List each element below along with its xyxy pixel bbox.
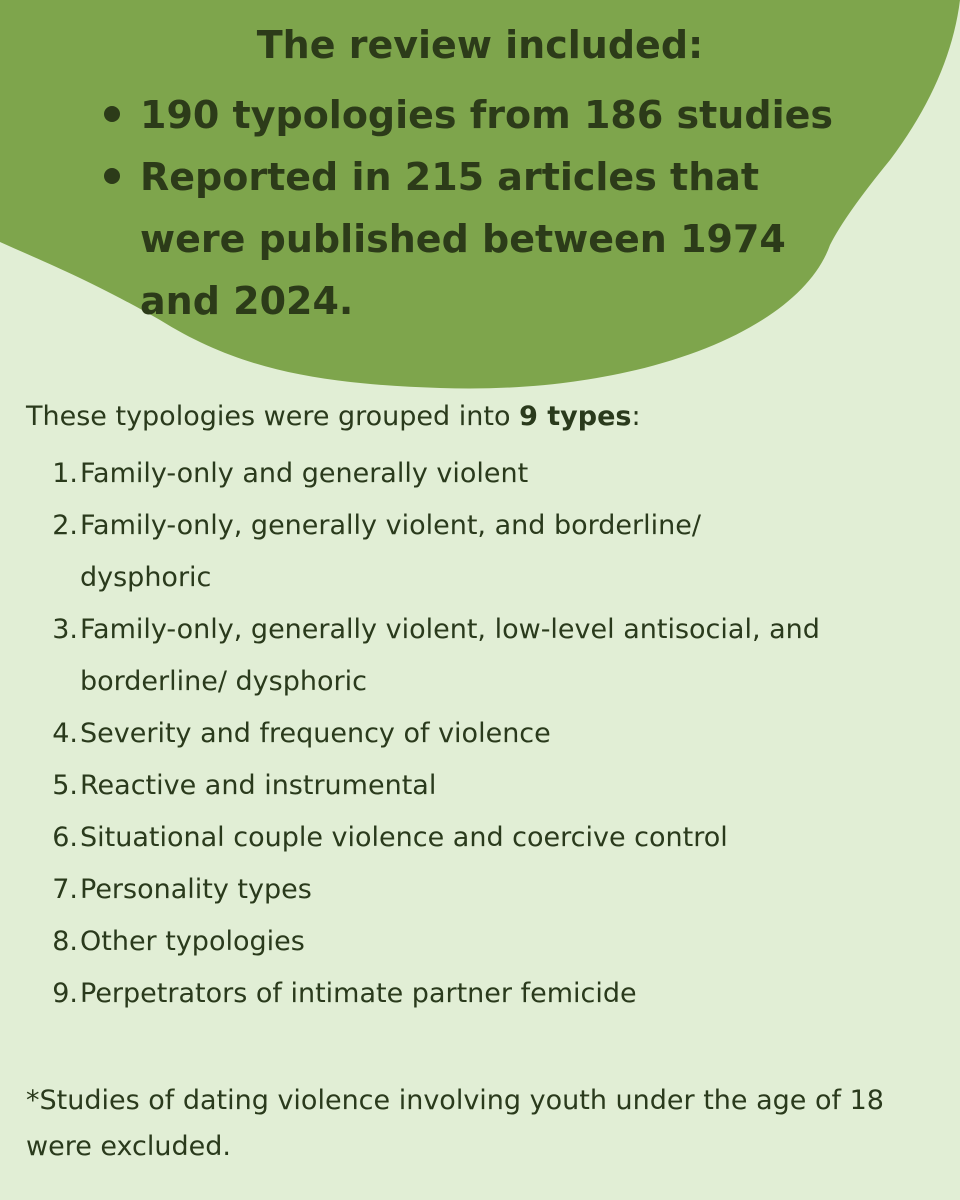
type-number: 1. <box>52 458 78 489</box>
intro-suffix: : <box>631 401 641 432</box>
type-number: 4. <box>52 718 78 749</box>
type-label: Reactive and instrumental <box>80 770 437 801</box>
intro-bold-count: 9 types <box>519 401 632 432</box>
type-number: 9. <box>52 978 78 1009</box>
type-item <box>0 916 960 968</box>
type-item <box>0 968 960 1020</box>
type-label: Family-only, generally violent, and borderline/ dysphoric <box>80 510 701 593</box>
type-number: 2. <box>52 510 78 541</box>
highlight-text: 190 typologies from 186 studies <box>140 93 833 137</box>
type-label: Personality types <box>80 874 312 905</box>
types-intro <box>26 396 641 438</box>
type-number: 8. <box>52 926 78 957</box>
type-number: 7. <box>52 874 78 905</box>
type-item <box>0 708 960 760</box>
type-number: 5. <box>52 770 78 801</box>
bullet-dot-icon <box>104 168 120 184</box>
type-label: Situational couple violence and coercive control <box>80 822 728 853</box>
bullet-dot-icon <box>104 106 120 122</box>
type-label: Other typologies <box>80 926 305 957</box>
type-label: Family-only and generally violent <box>80 458 529 489</box>
types-list <box>0 448 960 1020</box>
highlights-list <box>100 84 900 332</box>
type-item <box>0 448 960 500</box>
highlight-text: Reported in 215 articles that were published between 1974 and 2024. <box>140 155 786 323</box>
type-number: 3. <box>52 614 78 645</box>
type-item <box>0 500 960 604</box>
type-item <box>0 864 960 916</box>
type-item <box>0 760 960 812</box>
type-label: Severity and frequency of violence <box>80 718 551 749</box>
highlight-item <box>100 84 900 146</box>
section-title: The review included: <box>256 23 704 67</box>
footnote: *Studies of dating violence involving youth under the age of 18 were excluded. <box>26 1085 884 1162</box>
type-item <box>0 812 960 864</box>
intro-prefix: These typologies were grouped into <box>26 401 520 432</box>
highlight-item <box>100 146 840 332</box>
type-label: Family-only, generally violent, low-level antisocial, and borderline/ dysphoric <box>80 614 820 697</box>
type-item <box>0 604 960 708</box>
type-number: 6. <box>52 822 78 853</box>
type-label: Perpetrators of intimate partner femicide <box>80 978 637 1009</box>
